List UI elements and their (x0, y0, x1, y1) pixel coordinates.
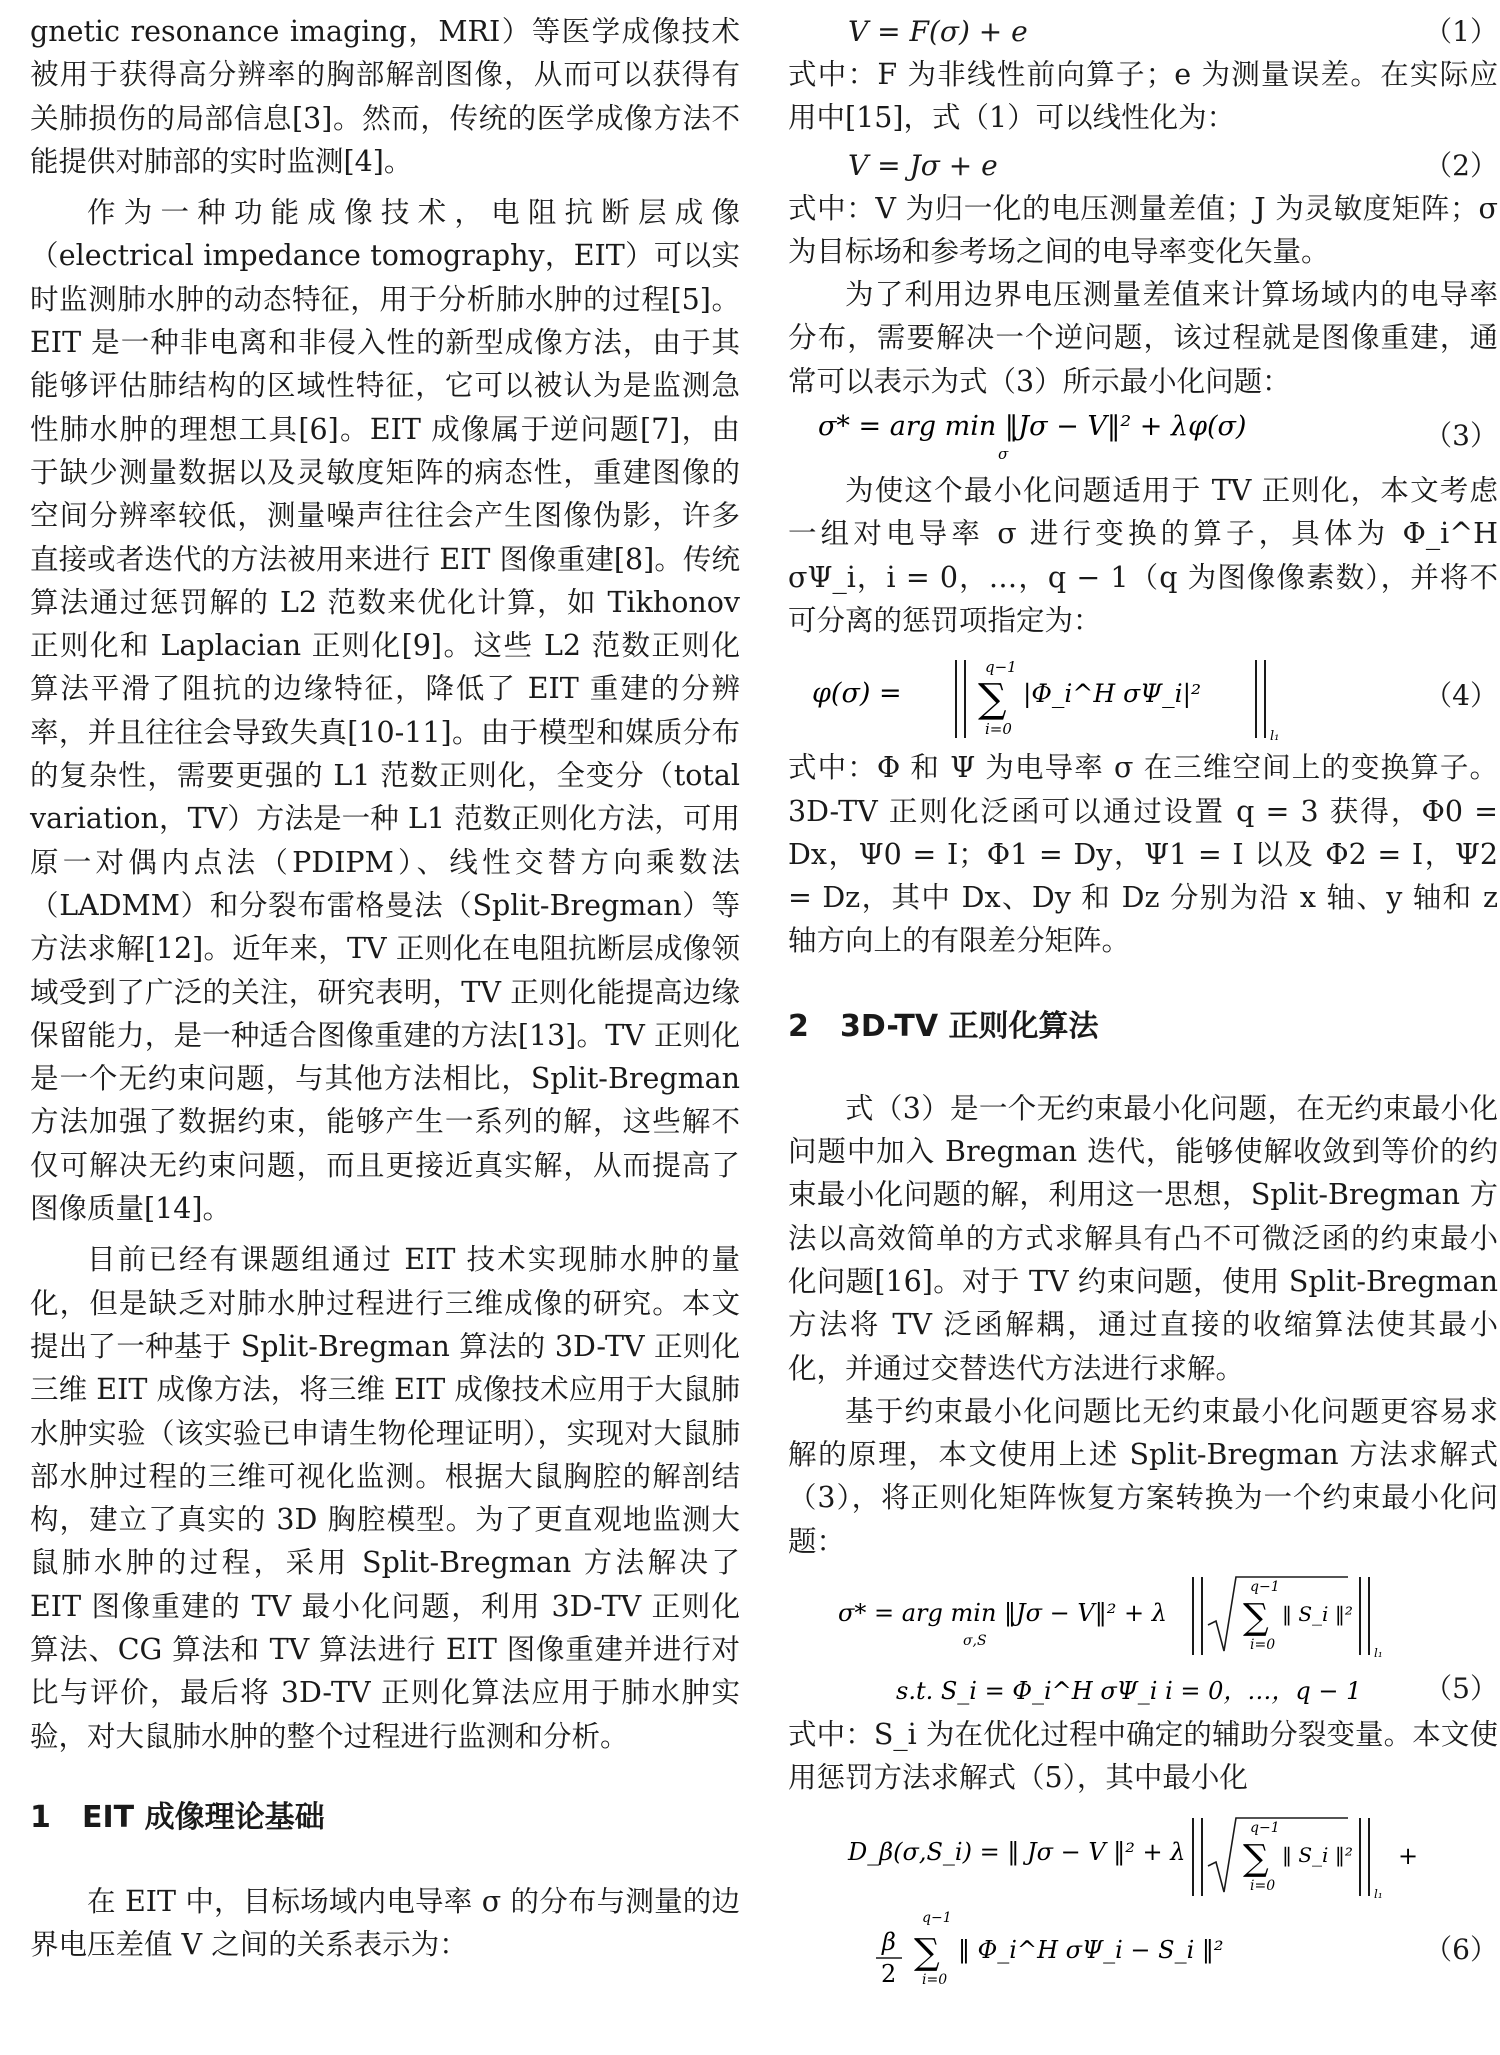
equation-6-expr (788, 1800, 1424, 1990)
equation-4-expr (788, 642, 1398, 746)
equation-6-norm: l₁ (1374, 1886, 1383, 1901)
equation-2 (788, 144, 1498, 187)
equation-3-expr (788, 403, 1398, 465)
section-1-heading (30, 1796, 740, 1840)
equation-5-constraint: s.t. S_i = Φ_i^H σΨ_i i = 0，…，q − 1 (896, 1677, 1362, 1706)
paragraph-aux-variable: 式中：S_i 为在优化过程中确定的辅助分裂变量。本文使用惩罚方法求解式（5），其中最小化 (788, 1718, 1498, 1795)
equation-4-norm: l₁ (1270, 729, 1280, 745)
left-column (30, 10, 740, 1966)
paragraph-inverse-problem: 为了利用边界电压测量差值来计算场域内的电导率分布，需要解决一个逆问题，该过程就是图像重建，通常可以表示为式（3）所示最小化问题： (788, 278, 1498, 398)
equation-6-tag: （6） (1424, 1932, 1498, 1966)
right-column (788, 10, 1498, 1990)
equation-4-tag: （4） (1424, 679, 1498, 713)
equation-1-tag: （1） (1424, 15, 1498, 48)
section-1-title: EIT 成像理论基础 (82, 1799, 325, 1835)
equation-5 (788, 1563, 1498, 1713)
paragraph-tv-operators: 为使这个最小化问题适用于 TV 正则化，本文考虑一组对电导率 σ 进行变换的算子，具体为 Φ_i^H σΨ_i，i = 0，…，q − 1（q 为图像像素数），并将不可分离的惩罚项指定为： (788, 474, 1498, 637)
paragraph-after-eq1: 式中：F 为非线性前向算子；e 为测量误差。在实际应用中[15]，式（1）可以线性化为： (788, 58, 1498, 135)
equation-6-line2: ‖ Φ_i^H σΨ_i − S_i ‖² (958, 1935, 1224, 1964)
equation-3-body: σ* = arg min ‖Jσ − V‖² + λφ(σ) (818, 411, 1247, 443)
equation-3 (788, 403, 1498, 465)
paragraph-bregman: 式（3）是一个无约束最小化问题，在无约束最小化问题中加入 Bregman 迭代，能够使解收敛到等价的约束最小化问题的解，利用这一思想，Split-Bregman 方法以高效简单的方式求解具有凸不可微泛函的约束最小化问题[16]。对于 TV 约束问题，使用 Split-Bregman 方法将 TV 泛函解耦，通过直接的收缩算法使其最小化，并通过交替迭代方法进行求解。 (788, 1091, 1498, 1385)
equation-1-expr: V = F(σ) + e (848, 15, 1028, 48)
equation-6-sum-top: q−1 (1250, 1819, 1280, 1836)
intro-paragraph-2: 作为一种功能成像技术，电阻抗断层成像（electrical impedance tomography，EIT）可以实时监测肺水肿的动态特征，用于分析肺水肿的过程[5]。EIT 是一种非电离和非侵入性的新型成像方法，由于其能够评估肺结构的区域性特征，它可以被认为是监测急性肺水肿的理想工具[6]。EIT 成像属于逆问题[7]，由于缺少测量数据以及灵敏度矩阵的病态性，重建图像的空间分辨率较低，测量噪声往往会产生图像伪影，许多直接或者迭代的方法被用来进行 EIT 图像重建[8]。传统算法通过惩罚解的 L2 范数来优化计算，如 Tikhonov 正则化和 Laplacian 正则化[9]。这些 L2 范数正则化算法平滑了阻抗的边缘特征，降低了 EIT 重建的分辨率，并且往往会导致失真[10-11]。由于模型和媒质分布的复杂性，需要更强的 L1 范数正则化，全变分（total variation，TV）方法是一种 L1 范数正则化方法，可用原一对偶内点法（PDIPM）、线性交替方向乘数法（LADMM）和分裂布雷格曼法（Split-Bregman）等方法求解[12]。近年来，TV 正则化在电阻抗断层成像领域受到了广泛的关注，研究表明，TV 正则化能提高边缘保留能力，是一种适合图像重建的方法[13]。TV 正则化是一个无约束问题，与其他方法相比，Split-Bregman 方法加强了数据约束，能够产生一系列的解，这些解不仅可解决无约束问题，而且更接近真实解，从而提高了图像质量[14]。 (30, 196, 740, 1226)
equation-6 (788, 1800, 1498, 1990)
equation-5-sum-bot: i=0 (1250, 1637, 1276, 1654)
equation-4-lhs: φ(σ) = (812, 678, 902, 710)
equation-5-sub: σ,S (963, 1633, 987, 1650)
equation-6-sum2-bot: i=0 (922, 1971, 948, 1988)
equation-5-norm: l₁ (1374, 1646, 1383, 1661)
equation-6-frac-num: β (882, 1927, 896, 1956)
equation-2-expr: V = Jσ + e (848, 148, 998, 182)
equation-4-sum-top: q−1 (985, 658, 1017, 677)
sigma-symbol-icon: ∑ (1243, 1597, 1269, 1639)
section-2-title: 3D-TV 正则化算法 (840, 1008, 1099, 1044)
sigma-symbol-icon: ∑ (978, 676, 1007, 723)
equation-6-frac-den: 2 (881, 1959, 897, 1988)
equation-6-lhs: D_β(σ,S_i) = ‖ Jσ − V ‖² + λ (848, 1837, 1186, 1866)
equation-2-tag: （2） (1424, 148, 1498, 182)
equation-3-tag: （3） (1424, 419, 1498, 453)
section-2-heading (788, 1005, 1498, 1049)
equation-6-body: ‖ S_i ‖² (1282, 1842, 1353, 1867)
equation-4-sum-bot: i=0 (985, 720, 1012, 739)
equation-5-sum-top: q−1 (1250, 1579, 1280, 1596)
intro-paragraph-3: 目前已经有课题组通过 EIT 技术实现肺水肿的量化，但是缺乏对肺水肿过程进行三维成像的研究。本文提出了一种基于 Split-Bregman 算法的 3D-TV 正则化三维 EIT 成像方法，将三维 EIT 成像技术应用于大鼠肺水肿实验（该实验已申请生物伦理证明），实现对大鼠肺部水肿过程的三维可视化监测。根据大鼠胸腔的解剖结构，建立了真实的 3D 胸腔模型。为了更直观地监测大鼠肺水肿的过程，采用 Split-Bregman 方法解决了 EIT 图像重建的 TV 最小化问题，利用 3D-TV 正则化算法、CG 算法和 TV 算法进行 EIT 图像重建并进行对比与评价，最后将 3D-TV 正则化算法应用于肺水肿实验，对大鼠肺水肿的整个过程进行监测和分析。 (30, 1243, 740, 1753)
equation-6-sum-bot: i=0 (1250, 1877, 1276, 1894)
equation-6-sum2-top: q−1 (922, 1909, 952, 1926)
equation-5-expr (788, 1563, 1398, 1713)
equation-5-tag: （5） (1424, 1672, 1498, 1706)
paragraph-after-eq2: 式中：V 为归一化的电压测量差值；J 为灵敏度矩阵；σ 为目标场和参考场之间的电导率变化矢量。 (788, 191, 1498, 268)
equation-4-body: |Φ_i^H σΨ_i|² (1023, 679, 1202, 709)
equation-5-body: ‖ S_i ‖² (1282, 1602, 1353, 1627)
section-1-number: 1 (30, 1799, 51, 1835)
section-2-number: 2 (788, 1008, 809, 1044)
equation-6-plus: + (1398, 1841, 1419, 1870)
sigma-symbol-icon: ∑ (914, 1931, 940, 1973)
section-1-paragraph: 在 EIT 中，目标场域内电导率 σ 的分布与测量的边界电压差值 V 之间的关系表示为： (30, 1884, 740, 1962)
paragraph-operators-def: 式中：Φ 和 Ψ 为电导率 σ 在三维空间上的变换算子。3D-TV 正则化泛函可以通过设置 q = 3 获得，Φ0 = Dx，Ψ0 = I；Φ1 = Dy，Ψ1 = I 以及 Φ2 = I，Ψ2 = Dz，其中 Dx、Dy 和 Dz 分别为沿 x 轴、y 轴和 z 轴方向上的有限差分矩阵。 (788, 751, 1498, 958)
sigma-symbol-icon: ∑ (1243, 1837, 1269, 1879)
intro-paragraph-1: gnetic resonance imaging，MRI）等医学成像技术被用于获得高分辨率的胸部解剖图像，从而可以获得有关肺损伤的局部信息[3]。然而，传统的医学成像方法不能提供对肺部的实时监测[4]。 (30, 15, 740, 178)
equation-1 (788, 10, 1498, 53)
paragraph-constrained: 基于约束最小化问题比无约束最小化问题更容易求解的原理，本文使用上述 Split-Bregman 方法求解式（3），将正则化矩阵恢复方案转换为一个约束最小化问题： (788, 1394, 1498, 1558)
equation-3-sub: σ (998, 445, 1009, 464)
equation-5-lhs: σ* = arg min ‖Jσ − V‖² + λ (838, 1599, 1167, 1628)
equation-4 (788, 642, 1498, 746)
